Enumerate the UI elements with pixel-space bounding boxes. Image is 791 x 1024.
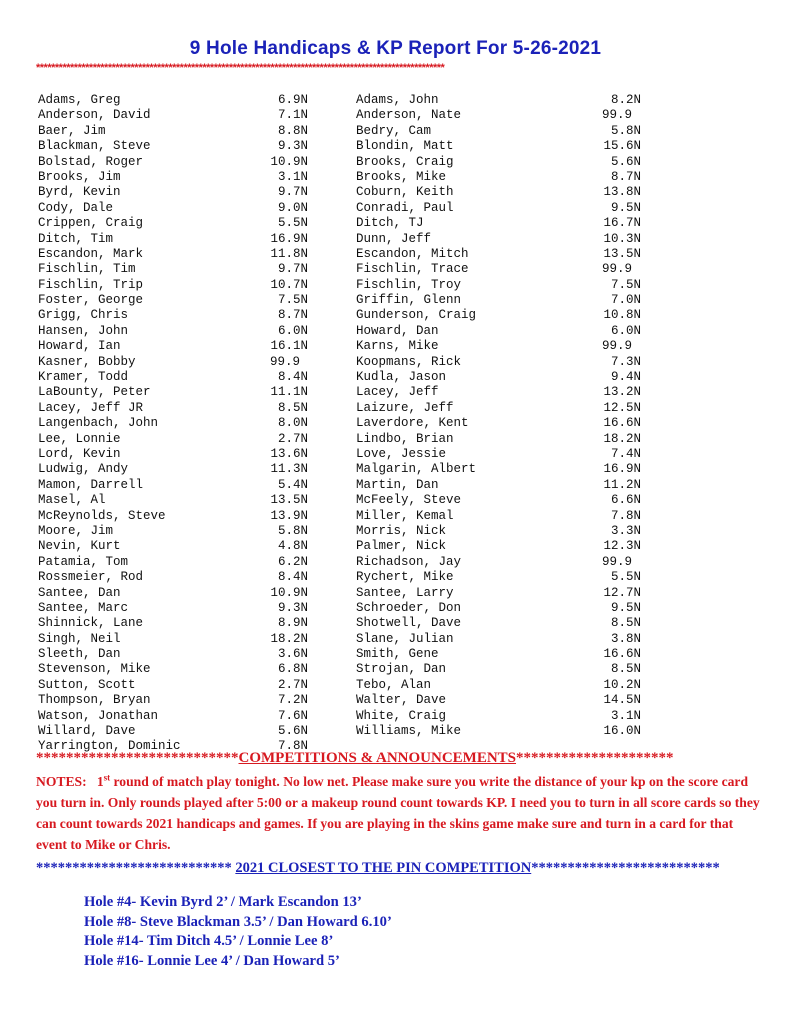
handicap-value: 8.5N — [610, 662, 641, 677]
roster-row — [356, 293, 656, 308]
golfer-name: Koopmans, Rick — [356, 354, 462, 369]
hole-result: Hole #16- Lonnie Lee 4’ / Dan Howard 5’ — [84, 952, 340, 969]
roster-row — [38, 401, 318, 416]
handicap-value: 8.5N — [610, 616, 641, 631]
roster-row — [356, 232, 656, 247]
roster-row — [356, 247, 656, 262]
roster-row — [38, 170, 318, 185]
golfer-name: White, Craig — [356, 708, 447, 723]
roster-row — [38, 293, 318, 308]
golfer-name: Foster, George — [38, 293, 144, 308]
golfer-name: Moore, Jim — [38, 523, 114, 538]
notes-round-suffix: st — [103, 772, 111, 783]
golfer-name: Nevin, Kurt — [38, 539, 121, 554]
roster-row — [356, 647, 656, 662]
golfer-name: Sleeth, Dan — [38, 647, 121, 662]
golfer-name: Watson, Jonathan — [38, 708, 159, 723]
handicap-value: 16.1N — [270, 339, 308, 354]
roster-row — [38, 139, 318, 154]
roster-row — [356, 262, 656, 277]
closest-to-pin-heading: 2021 CLOSEST TO THE PIN COMPETITION — [235, 860, 532, 876]
roster-row — [356, 586, 656, 601]
roster-row — [356, 278, 656, 293]
golfer-name: Crippen, Craig — [38, 216, 144, 231]
handicap-value: 16.6N — [603, 416, 641, 431]
golfer-name: Stevenson, Mike — [38, 662, 151, 677]
golfer-name: Anderson, Nate — [356, 108, 462, 123]
golfer-name: Adams, Greg — [38, 93, 121, 107]
golfer-name: Lee, Lonnie — [38, 431, 121, 446]
handicap-value: 8.5N — [277, 400, 308, 415]
handicap-value: 12.5N — [603, 400, 641, 415]
roster-row — [356, 416, 656, 431]
roster-row — [356, 616, 656, 631]
handicap-value: 7.0N — [610, 293, 641, 308]
roster-row — [38, 662, 318, 677]
golfer-name: Howard, Ian — [38, 339, 121, 354]
roster-row — [38, 709, 318, 724]
roster-row — [38, 478, 318, 493]
roster-row — [38, 278, 318, 293]
handicap-value: 6.6N — [610, 493, 641, 508]
handicap-value: 5.5N — [277, 216, 308, 231]
handicap-value: 7.1N — [277, 108, 308, 123]
roster-row — [356, 539, 656, 554]
roster-row — [356, 493, 656, 508]
golfer-name: Thompson, Bryan — [38, 693, 151, 708]
roster-row — [356, 370, 656, 385]
golfer-name: McFeely, Steve — [356, 493, 462, 508]
handicap-value: 13.8N — [603, 185, 641, 200]
ctp-stars-right: ************************** — [531, 860, 720, 876]
roster-row — [38, 262, 318, 277]
golfer-name: Miller, Kemal — [356, 508, 454, 523]
roster-right-column — [356, 93, 656, 739]
golfer-name: Shinnick, Lane — [38, 616, 144, 631]
handicap-value: 9.5N — [610, 200, 641, 215]
handicap-value: 7.5N — [610, 277, 641, 292]
golfer-name: Griffin, Glenn — [356, 293, 462, 308]
handicap-value: 9.0N — [277, 200, 308, 215]
golfer-name: Williams, Mike — [356, 724, 462, 739]
handicap-value: 7.3N — [610, 354, 641, 369]
roster-row — [356, 462, 656, 477]
roster-row — [38, 155, 318, 170]
golfer-name: Byrd, Kevin — [38, 185, 121, 200]
roster-row — [38, 339, 318, 354]
notes-round-number: 1 — [96, 774, 104, 789]
handicap-value: 3.3N — [610, 523, 641, 538]
roster-row — [356, 139, 656, 154]
golfer-name: Shotwell, Dave — [356, 616, 462, 631]
handicap-value: 7.6N — [277, 708, 308, 723]
handicap-value: 13.2N — [603, 385, 641, 400]
golfer-name: Masel, Al — [38, 493, 106, 508]
golfer-name: Rossmeier, Rod — [38, 570, 144, 585]
roster-row — [356, 524, 656, 539]
golfer-name: Baer, Jim — [38, 123, 106, 138]
golfer-name: Anderson, David — [38, 108, 151, 123]
handicap-value: 10.8N — [603, 308, 641, 323]
handicap-value: 18.2N — [603, 431, 641, 446]
banner-stars-left: *************************** — [36, 750, 239, 766]
roster-row — [356, 339, 656, 354]
handicap-value: 9.4N — [610, 370, 641, 385]
notes-text: round of match play tonight. No low net. Please make sure you write the distance of your kp on the score card you turn in. Only rounds played after 5:00 or a makeup round count towards KP. I need you to turn in all score cards so they can count towards 2021 handicaps and games. If you are playing in the skins game make sure and turn in a card for that event to Mike or Chris. — [36, 774, 760, 852]
golfer-name: Singh, Neil — [38, 631, 121, 646]
golfer-name: Santee, Larry — [356, 585, 454, 600]
golfer-name: Lord, Kevin — [38, 446, 121, 461]
golfer-name: Richadson, Jay — [356, 554, 462, 569]
handicap-value: 15.6N — [603, 139, 641, 154]
roster-row — [356, 355, 656, 370]
handicap-value: 8.0N — [277, 416, 308, 431]
handicap-value: 12.3N — [603, 539, 641, 554]
handicap-value: 8.7N — [610, 169, 641, 184]
golfer-name: Schroeder, Don — [356, 600, 462, 615]
golfer-name: Gunderson, Craig — [356, 308, 477, 323]
roster-row — [38, 632, 318, 647]
hole-result: Hole #8- Steve Blackman 3.5’ / Dan Howard 6.10’ — [84, 913, 392, 930]
golfer-name: Ditch, Tim — [38, 231, 114, 246]
handicap-value: 8.4N — [277, 370, 308, 385]
golfer-name: Martin, Dan — [356, 477, 439, 492]
handicap-value: 6.0N — [277, 323, 308, 338]
roster-row — [356, 632, 656, 647]
handicap-value: 13.9N — [270, 508, 308, 523]
handicap-value: 10.2N — [603, 677, 641, 692]
hole-result: Hole #14- Tim Ditch 4.5’ / Lonnie Lee 8’ — [84, 933, 334, 949]
roster-row — [356, 693, 656, 708]
golfer-name: Tebo, Alan — [356, 677, 432, 692]
golfer-name: Sutton, Scott — [38, 677, 136, 692]
handicap-value: 7.8N — [610, 508, 641, 523]
handicap-value: 5.5N — [610, 570, 641, 585]
ctp-stars-left: *************************** — [36, 860, 236, 876]
golfer-name: Escandon, Mitch — [356, 246, 469, 261]
golfer-name: Smith, Gene — [356, 647, 439, 662]
handicap-value: 16.9N — [603, 462, 641, 477]
golfer-name: Patamia, Tom — [38, 554, 129, 569]
handicap-value: 13.5N — [603, 246, 641, 261]
golfer-name: Escandon, Mark — [38, 246, 144, 261]
handicap-value: 10.7N — [270, 277, 308, 292]
roster-row — [356, 155, 656, 170]
banner-stars-right: ********************* — [516, 750, 674, 766]
handicap-value: 6.0N — [610, 323, 641, 338]
golfer-name: Lacey, Jeff — [356, 385, 439, 400]
handicap-value: 10.3N — [603, 231, 641, 246]
handicap-value: 2.7N — [277, 431, 308, 446]
roster-row — [356, 724, 656, 739]
announcements-heading: COMPETITIONS & ANNOUNCEMENTS — [238, 750, 517, 766]
golfer-name: Brooks, Jim — [38, 169, 121, 184]
handicap-value: 99.9 — [601, 262, 632, 277]
roster-row — [38, 524, 318, 539]
golfer-name: Palmer, Nick — [356, 539, 447, 554]
handicap-value: 3.6N — [277, 647, 308, 662]
golfer-name: Fischlin, Trip — [38, 277, 144, 292]
golfer-name: Langenbach, John — [38, 416, 159, 431]
golfer-name: Conradi, Paul — [356, 200, 454, 215]
roster-row — [38, 124, 318, 139]
roster-row — [356, 108, 656, 123]
roster-row — [38, 647, 318, 662]
handicap-value: 6.2N — [277, 554, 308, 569]
golfer-name: Fischlin, Trace — [356, 262, 469, 277]
handicap-value: 13.6N — [270, 446, 308, 461]
roster-row — [38, 539, 318, 554]
golfer-name: Kudla, Jason — [356, 370, 447, 385]
announcement-notes — [36, 771, 760, 855]
handicap-value: 12.7N — [603, 585, 641, 600]
golfer-name: Fischlin, Troy — [356, 277, 462, 292]
handicap-value: 3.1N — [610, 708, 641, 723]
golfer-name: Howard, Dan — [356, 323, 439, 338]
golfer-name: Willard, Dave — [38, 724, 136, 739]
golfer-name: Laverdore, Kent — [356, 416, 469, 431]
golfer-name: Morris, Nick — [356, 523, 447, 538]
roster-row — [38, 185, 318, 200]
roster-row — [38, 232, 318, 247]
golfer-name: Adams, John — [356, 93, 439, 107]
handicap-value: 13.5N — [270, 493, 308, 508]
golfer-name: Brooks, Mike — [356, 169, 447, 184]
golfer-name: Walter, Dave — [356, 693, 447, 708]
handicap-value: 16.0N — [603, 724, 641, 739]
handicap-value: 8.2N — [610, 93, 641, 107]
roster-row — [356, 308, 656, 323]
handicap-value: 9.7N — [277, 262, 308, 277]
roster-row — [38, 678, 318, 693]
handicap-value: 4.8N — [277, 539, 308, 554]
closest-to-pin-results — [84, 893, 684, 971]
roster-row — [38, 509, 318, 524]
roster-row — [38, 555, 318, 570]
handicap-value: 5.4N — [277, 477, 308, 492]
handicap-value: 9.5N — [610, 600, 641, 615]
handicap-value: 99.9 — [601, 339, 632, 354]
handicap-value: 16.7N — [603, 216, 641, 231]
golfer-name: Grigg, Chris — [38, 308, 129, 323]
golfer-name: Laizure, Jeff — [356, 400, 454, 415]
roster-row — [38, 93, 318, 108]
handicap-value: 11.3N — [270, 462, 308, 477]
golfer-name: LaBounty, Peter — [38, 385, 151, 400]
golfer-name: McReynolds, Steve — [38, 508, 166, 523]
hole-result: Hole #4- Kevin Byrd 2’ / Mark Escandon 13’ — [84, 894, 362, 910]
golfer-name: Ditch, TJ — [356, 216, 424, 231]
handicap-value: 5.8N — [610, 123, 641, 138]
golfer-name: Lacey, Jeff JR — [38, 400, 144, 415]
handicap-value: 8.9N — [277, 616, 308, 631]
roster-left-column — [38, 93, 318, 755]
handicap-value: 14.5N — [603, 693, 641, 708]
handicap-value: 7.8N — [277, 739, 308, 754]
roster-row — [356, 678, 656, 693]
handicap-value: 9.3N — [277, 600, 308, 615]
golfer-name: Yarrington, Dominic — [38, 739, 181, 754]
handicap-value: 6.9N — [277, 93, 308, 107]
handicap-value: 11.8N — [270, 246, 308, 261]
golfer-name: Ludwig, Andy — [38, 462, 129, 477]
report-title: 9 Hole Handicaps & KP Report For 5-26-2021 — [189, 38, 602, 59]
golfer-name: Dunn, Jeff — [356, 231, 432, 246]
handicap-value: 7.5N — [277, 293, 308, 308]
roster-row — [356, 478, 656, 493]
roster-row — [38, 385, 318, 400]
golfer-name: Santee, Marc — [38, 600, 129, 615]
roster-row — [356, 216, 656, 231]
roster-row — [38, 462, 318, 477]
roster-row — [38, 247, 318, 262]
handicap-value: 5.6N — [277, 724, 308, 739]
handicap-value: 6.8N — [277, 662, 308, 677]
golfer-name: Strojan, Dan — [356, 662, 447, 677]
roster-row — [38, 493, 318, 508]
roster-row — [38, 355, 318, 370]
golfer-name: Cody, Dale — [38, 200, 114, 215]
announcements-banner — [36, 750, 756, 767]
closest-to-pin-banner — [36, 860, 756, 877]
golfer-name: Fischlin, Tim — [38, 262, 136, 277]
golfer-name: Blackman, Steve — [38, 139, 151, 154]
handicap-value: 3.8N — [610, 631, 641, 646]
golfer-name: Love, Jessie — [356, 446, 447, 461]
golfer-name: Bolstad, Roger — [38, 154, 144, 169]
roster-row — [356, 93, 656, 108]
golfer-name: Slane, Julian — [356, 631, 454, 646]
golfer-name: Karns, Mike — [356, 339, 439, 354]
golfer-name: Kasner, Bobby — [38, 354, 136, 369]
handicap-value: 99.9 — [601, 108, 632, 123]
handicap-value: 9.7N — [277, 185, 308, 200]
golfer-name: Brooks, Craig — [356, 154, 454, 169]
handicap-value: 8.7N — [277, 308, 308, 323]
handicap-value: 16.6N — [603, 647, 641, 662]
roster-row — [356, 570, 656, 585]
notes-label: NOTES: — [36, 774, 87, 789]
handicap-value: 11.2N — [603, 477, 641, 492]
handicap-value: 99.9 — [601, 554, 632, 569]
golfer-name: Coburn, Keith — [356, 185, 454, 200]
handicap-value: 10.9N — [270, 154, 308, 169]
handicap-value: 7.4N — [610, 446, 641, 461]
roster-row — [38, 447, 318, 462]
roster-row — [38, 724, 318, 739]
golfer-name: Malgarin, Albert — [356, 462, 477, 477]
roster-row — [38, 108, 318, 123]
roster-row — [356, 201, 656, 216]
golfer-name: Kramer, Todd — [38, 370, 129, 385]
handicap-value: 7.2N — [277, 693, 308, 708]
handicap-value: 18.2N — [270, 631, 308, 646]
golfer-name: Lindbo, Brian — [356, 431, 454, 446]
roster-row — [38, 432, 318, 447]
roster-row — [38, 416, 318, 431]
golfer-name: Santee, Dan — [38, 585, 121, 600]
golfer-name: Hansen, John — [38, 323, 129, 338]
roster-row — [356, 709, 656, 724]
roster-row — [38, 370, 318, 385]
handicap-value: 16.9N — [270, 231, 308, 246]
roster-row — [356, 601, 656, 616]
roster-row — [356, 509, 656, 524]
roster-row — [356, 324, 656, 339]
roster-row — [356, 185, 656, 200]
roster-row — [356, 170, 656, 185]
handicap-value: 5.8N — [277, 523, 308, 538]
handicap-value: 2.7N — [277, 677, 308, 692]
golfer-name: Bedry, Cam — [356, 123, 432, 138]
handicap-value: 3.1N — [277, 169, 308, 184]
handicap-value: 5.6N — [610, 154, 641, 169]
roster-row — [38, 216, 318, 231]
handicap-value: 8.4N — [277, 570, 308, 585]
roster-row — [356, 432, 656, 447]
roster-row — [38, 616, 318, 631]
golfer-name: Blondin, Matt — [356, 139, 454, 154]
roster-row — [38, 693, 318, 708]
handicap-value: 10.9N — [270, 585, 308, 600]
roster-row — [356, 447, 656, 462]
handicap-value: 9.3N — [277, 139, 308, 154]
roster-row — [356, 124, 656, 139]
roster-row — [356, 385, 656, 400]
roster-row — [356, 662, 656, 677]
handicap-value: 11.1N — [270, 385, 308, 400]
handicap-value: 99.9 — [269, 354, 300, 369]
roster-row — [38, 324, 318, 339]
golfer-name: Mamon, Darrell — [38, 477, 144, 492]
roster-row — [38, 570, 318, 585]
roster-row — [356, 401, 656, 416]
roster-row — [356, 555, 656, 570]
roster-row — [38, 308, 318, 323]
title-divider: ************************************************************************************************************ — [36, 62, 445, 74]
handicap-value: 8.8N — [277, 123, 308, 138]
roster-row — [38, 601, 318, 616]
roster-row — [38, 586, 318, 601]
golfer-name: Rychert, Mike — [356, 570, 454, 585]
roster-row — [38, 201, 318, 216]
